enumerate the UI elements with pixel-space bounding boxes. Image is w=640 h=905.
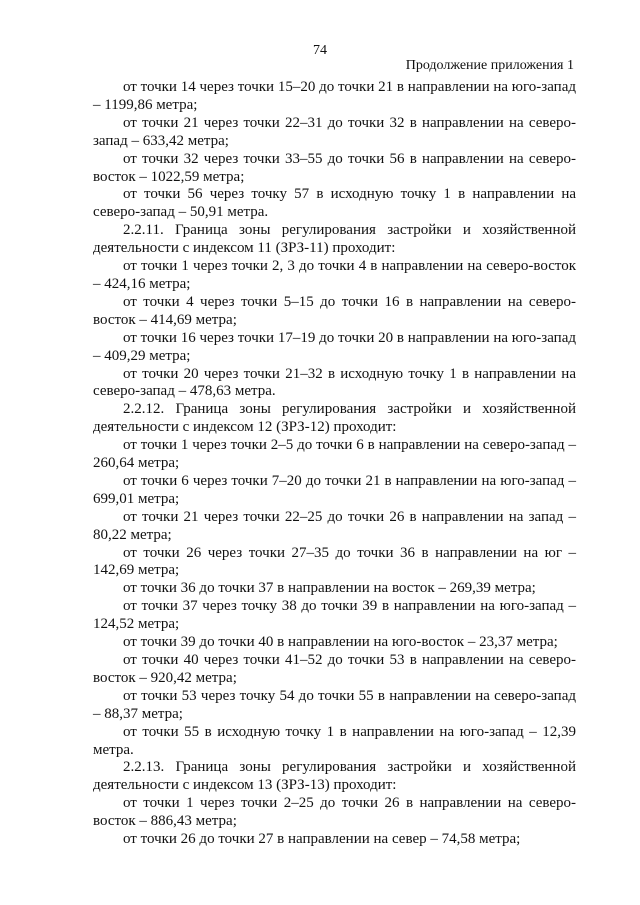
- paragraph: 2.2.13. Граница зоны регулирования застройки и хозяйственной деятельности с индексом 13 (ЗРЗ-13) проходит:: [93, 759, 576, 794]
- paragraph: от точки 20 через точки 21–32 в исходную точку 1 в направлении на северо-запад – 478,63 метра.: [93, 365, 576, 400]
- appendix-continuation-label: Продолжение приложения 1: [405, 58, 574, 73]
- paragraph: от точки 56 через точку 57 в исходную точку 1 в направлении на северо-запад – 50,91 метра.: [93, 186, 576, 221]
- paragraph: от точки 21 через точки 22–25 до точки 26 в направлении на запад – 80,22 метра;: [93, 508, 576, 543]
- paragraph: 2.2.11. Граница зоны регулирования застройки и хозяйственной деятельности с индексом 11 (ЗРЗ-11) проходит:: [93, 222, 576, 257]
- paragraph: от точки 1 через точки 2–25 до точки 26 в направлении на северо-восток – 886,43 метра;: [93, 795, 576, 830]
- paragraph: от точки 1 через точки 2–5 до точки 6 в направлении на северо-запад – 260,64 метра;: [93, 437, 576, 472]
- paragraph: от точки 6 через точки 7–20 до точки 21 в направлении на юго-запад – 699,01 метра;: [93, 472, 576, 507]
- paragraph: от точки 21 через точки 22–31 до точки 32 в направлении на северо-запад – 633,42 метра;: [93, 114, 576, 149]
- paragraph: от точки 14 через точки 15–20 до точки 21 в направлении на юго-запад – 1199,86 метра;: [93, 79, 576, 113]
- paragraph: от точки 40 через точки 41–52 до точки 53 в направлении на северо-восток – 920,42 метра;: [93, 652, 576, 686]
- paragraph: от точки 32 через точки 33–55 до точки 56 в направлении на северо-восток – 1022,59 метра;: [93, 150, 576, 185]
- paragraph: от точки 37 через точку 38 до точки 39 в направлении на юго-запад – 124,52 метра;: [93, 598, 576, 633]
- paragraph: от точки 4 через точки 5–15 до точки 16 в направлении на северо-восток – 414,69 метра;: [93, 293, 576, 328]
- paragraph: от точки 1 через точки 2, 3 до точки 4 в направлении на северо-восток – 424,16 метра;: [93, 258, 576, 292]
- document-body: [93, 79, 576, 849]
- page-number: 74: [313, 43, 327, 58]
- paragraph: от точки 16 через точки 17–19 до точки 20 в направлении на юго-запад – 409,29 метра;: [93, 329, 576, 364]
- paragraph: от точки 26 через точки 27–35 до точки 36 в направлении на юг – 142,69 метра;: [93, 544, 576, 579]
- paragraph: от точки 39 до точки 40 в направлении на юго-восток – 23,37 метра;: [123, 634, 558, 651]
- paragraph: 2.2.12. Граница зоны регулирования застройки и хозяйственной деятельности с индексом 12 (ЗРЗ-12) проходит:: [93, 401, 576, 436]
- paragraph: от точки 36 до точки 37 в направлении на восток – 269,39 метра;: [123, 580, 536, 597]
- paragraph: от точки 53 через точку 54 до точки 55 в направлении на северо-запад – 88,37 метра;: [93, 687, 576, 722]
- paragraph: от точки 55 в исходную точку 1 в направлении на юго-запад – 12,39 метра.: [93, 723, 576, 758]
- paragraph: от точки 26 до точки 27 в направлении на север – 74,58 метра;: [123, 831, 521, 848]
